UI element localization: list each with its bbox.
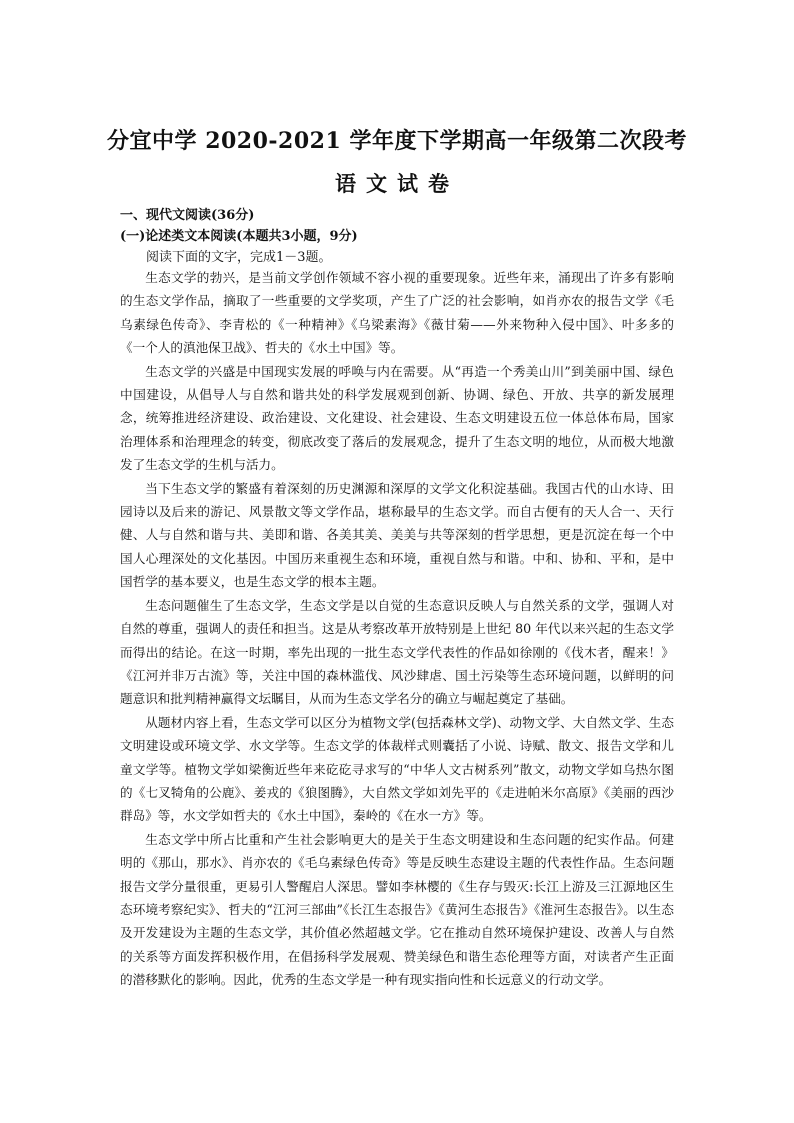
- sub-section-heading: (一)论述类文本阅读(本题共3小题，9分): [120, 229, 358, 244]
- reading-passage: [120, 266, 674, 992]
- exam-subtitle: 语文试卷: [335, 171, 459, 196]
- passage-paragraph: 从题材内容上看，生态文学可以区分为植物文学(包括森林文学)、动物文学、大自然文学、生态文明建设或环境文学、水文学等。生态文学的体裁样式则囊括了小说、诗赋、散文、报告文学和儿童文学等。植物文学如梁衡近些年来矻矻寻求写的“中华人文古树系列”散文，动物文学如乌热尔图的《七叉犄角的公鹿》、姜戎的《狼图腾》，大自然文学如刘先平的《走进帕米尔高原》《美丽的西沙群岛》等，水文学如哲夫的《水土中国》，秦岭的《在水一方》等。: [120, 714, 674, 824]
- section-heading: 一、现代文阅读(36分): [120, 208, 255, 223]
- passage-paragraph: 生态文学的勃兴，是当前文学创作领域不容小视的重要现象。近些年来，涌现出了许多有影响的生态文学作品，摘取了一些重要的文学奖项，产生了广泛的社会影响，如肖亦农的报告文学《毛乌素绿色传奇》、李青松的《一种精神》《乌梁素海》《薇甘菊——外来物种入侵中国》、叶多多的《一个人的滇池保卫战》、哲夫的《水土中国》等。: [120, 270, 674, 356]
- reading-instruction: 阅读下面的文字，完成1－3题。: [146, 250, 332, 265]
- passage-paragraph: 生态文学中所占比重和产生社会影响更大的是关于生态文明建设和生态问题的纪实作品。何建明的《那山，那水》、肖亦农的《毛乌素绿色传奇》等是反映生态建设主题的代表性作品。生态问题报告文学分量很重，更易引人警醒启人深思。譬如李林樱的《生存与毁灭:长江上游及三江源地区生态环境考察纪实》、哲夫的“江河三部曲”《长江生态报告》《黄河生态报告》《淮河生态报告》。以生态及开发建设为主题的生态文学，其价值必然超越文学。它在推动自然环境保护建设、改善人与自然的关系等方面发挥积极作用，在倡扬科学发展观、赞美绿色和谐生态伦理等方面，对读者产生正面的潜移默化的影响。因此，优秀的生态文学是一种有现实指向性和长远意义的行动文学。: [120, 831, 674, 988]
- passage-paragraph: 生态文学的兴盛是中国现实发展的呼唤与内在需要。从“再造一个秀美山川”到美丽中国、绿色中国建设，从倡导人与自然和谐共处的科学发展观到创新、协调、绿色、开放、共享的新发展理念，统筹推进经济建设、政治建设、文化建设、社会建设、生态文明建设五位一体总体布局，国家治理体系和治理理念的转变，彻底改变了落后的发展观念，提升了生态文明的地位，从而极大地激发了生态文学的生机与活力。: [120, 363, 674, 473]
- exam-title: 分宜中学 2020-2021 学年度下学期高一年级第二次段考: [107, 128, 687, 154]
- passage-paragraph: 当下生态文学的繁盛有着深刻的历史渊源和深厚的文学文化积淀基础。我国古代的山水诗、田园诗以及后来的游记、风景散文等文学作品，堪称最早的生态文学。而自古便有的天人合一、天行健、人与自然和谐与共、美即和谐、各美其美、美美与共等深刻的哲学思想，更是沉淀在每一个中国人心理深处的文化基因。中国历来重视生态和环境，重视自然与和谐。中和、协和、平和，是中国哲学的基本要义，也是生态文学的根本主题。: [120, 480, 674, 590]
- passage-paragraph: 生态问题催生了生态文学，生态文学是以自觉的生态意识反映人与自然关系的文学，强调人对自然的尊重，强调人的责任和担当。这是从考察改革开放特别是上世纪 80 年代以来兴起的生态文学而得出的结论。在这一时期，率先出现的一批生态文学代表性的作品如徐刚的《伐木者，醒来！》《江河并非万古流》等，关注中国的森林滥伐、风沙肆虐、国土污染等生态环境问题，以鲜明的问题意识和批判精神赢得文坛瞩目，从而为生态文学名分的确立与崛起奠定了基础。: [120, 597, 674, 707]
